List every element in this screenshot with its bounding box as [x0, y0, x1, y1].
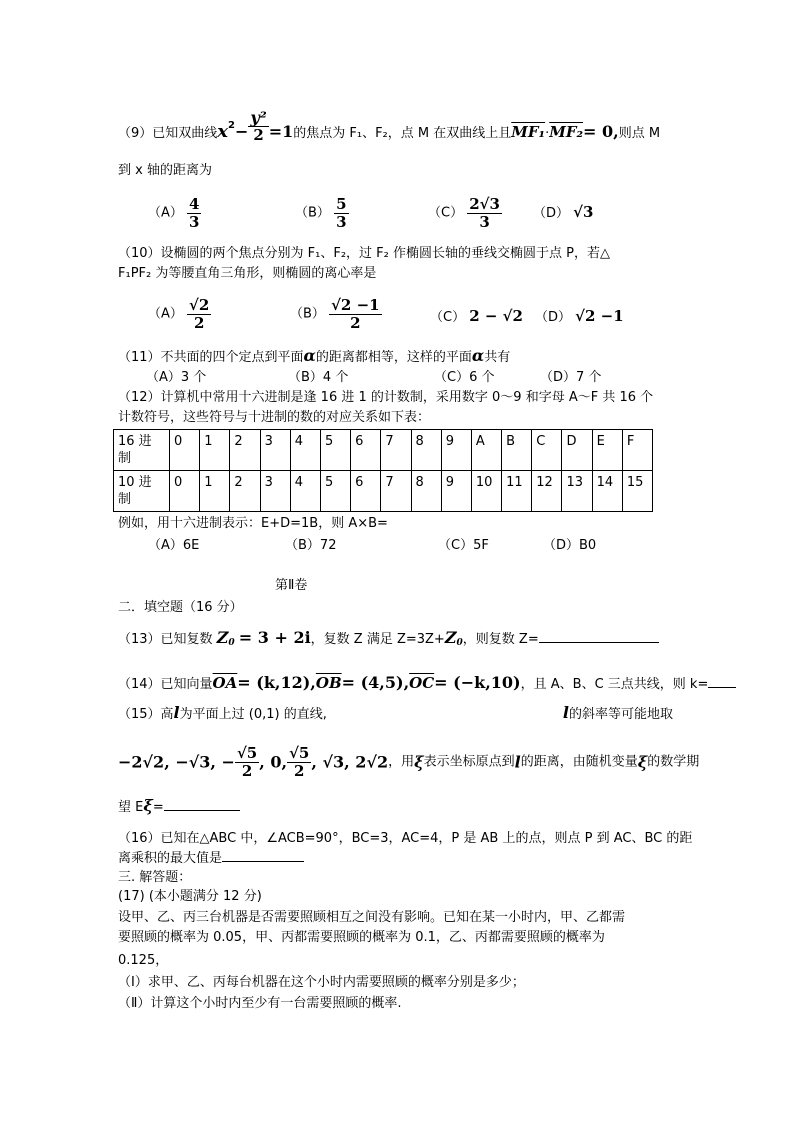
q9-dot: ·	[545, 126, 550, 141]
q16-line2-text: 离乘积的最大值是	[118, 851, 223, 866]
row-header	[114, 471, 170, 512]
q15-part5: 表示坐标原点到	[423, 754, 515, 770]
q9-option-d	[533, 204, 593, 222]
vector-oa-value: = (k,12),	[237, 673, 316, 692]
q15-line1-right	[563, 705, 673, 723]
q16-line2	[118, 849, 304, 867]
q12-line1: （12）计算机中常用十六进制是逢 16 进 1 的计数制，采用数字 0～9 和字母 A～F 共 16 个	[118, 390, 654, 405]
table-cell: 12	[532, 471, 562, 512]
q9-option-c	[428, 196, 502, 231]
frac-den: 2	[193, 314, 205, 332]
option-fraction	[334, 196, 348, 231]
q11-line1	[118, 348, 510, 366]
q15-frac-pos	[287, 745, 311, 780]
vector-oc-value: = (−k,10)	[434, 673, 521, 692]
frac-num: 4	[189, 195, 200, 213]
z0-letter: Z	[444, 628, 457, 647]
frac-den: 3	[189, 213, 200, 231]
table-cell: 8	[411, 430, 441, 471]
table-cell: 13	[562, 471, 592, 512]
alpha-symbol: α	[471, 346, 485, 365]
q9-option-a	[148, 196, 201, 231]
q11-part2: 的距离都相等，这样的平面	[315, 350, 472, 365]
frac-den: 2	[241, 762, 253, 780]
q10-option-b	[290, 297, 382, 332]
table-cell: 6	[351, 471, 381, 512]
q13-answer-blank[interactable]	[539, 630, 659, 643]
q9-eq-rhs: =1	[268, 122, 294, 141]
frac-den: 3	[336, 213, 347, 231]
option-fraction	[467, 196, 502, 231]
q11-part1: （11）不共面的四个定点到平面	[118, 350, 304, 365]
option-value: √3	[573, 203, 594, 221]
q11-option-a: （A）3 个	[146, 370, 207, 385]
table-cell: 14	[592, 471, 622, 512]
q17-line: 0.125，	[118, 953, 169, 968]
table-cell: B	[502, 430, 532, 471]
q9-eq-x: x	[217, 121, 229, 142]
q12-option-b: （B）72	[285, 538, 337, 553]
z0-sub: 0	[228, 638, 235, 648]
q10-option-d	[535, 308, 624, 326]
table-cell: 0	[170, 430, 200, 471]
vector-oa: $\overline{OA}$	[212, 674, 238, 692]
table-cell: 11	[502, 471, 532, 512]
q9-vec1: MF₁	[511, 123, 546, 141]
table-cell: E	[592, 430, 622, 471]
q17-line: （Ⅰ）求甲、乙、丙每台机器在这个小时内需要照顾的概率分别是多少；	[118, 975, 525, 990]
option-label: （A）	[148, 306, 183, 322]
q14-part1: （14）已知向量	[118, 677, 213, 692]
frac-num: 5	[336, 195, 347, 213]
q15-part7: 的数学期	[647, 754, 700, 770]
option-value: 2 − √2	[469, 307, 523, 325]
q15-values-a: −2√2, −√3, −	[118, 752, 235, 772]
table-cell: 1	[200, 430, 230, 471]
table-cell: 8	[411, 471, 441, 512]
q15-line2	[118, 745, 699, 780]
q16-answer-blank[interactable]	[222, 849, 304, 862]
table-cell: F	[622, 430, 652, 471]
vector-oc: $\overline{OC}$	[409, 674, 435, 692]
frac-den: 2	[350, 314, 361, 332]
q9-mid: 的焦点为 F₁、F₂，点 M 在双曲线上且	[293, 126, 512, 141]
q9-line1	[118, 108, 661, 144]
vector-ob-value: = (4,5),	[341, 673, 410, 692]
q11-option-c: （C）6 个	[434, 370, 495, 385]
option-label: （D）	[535, 310, 572, 325]
q9-prefix: （9）已知双曲线	[118, 126, 218, 141]
q13-part3: ，则复数 Z=	[462, 632, 539, 647]
xi-symbol: ξ	[143, 796, 153, 815]
q15-part4: ，用	[388, 754, 415, 770]
q15-values-b: , 0,	[259, 752, 288, 772]
q13-eq: = 3 + 2i	[238, 628, 311, 647]
q12-example: 例如，用十六进制表示：E+D=1B，则 A×B=	[118, 516, 388, 531]
table-cell: A	[471, 430, 501, 471]
table-row-decimal	[114, 471, 653, 512]
z0-symbol	[445, 628, 463, 647]
q15-part6: 的距离，由随机变量	[520, 754, 638, 770]
frac-den: 3	[479, 213, 490, 231]
frac-num: √2 −1	[331, 296, 380, 314]
table-cell: 0	[170, 471, 200, 512]
xi-symbol: ξ	[637, 752, 648, 772]
table-cell: 7	[381, 430, 411, 471]
frac-num: √2	[189, 296, 210, 314]
q13-part1: （13）已知复数	[118, 632, 213, 647]
table-cell: 15	[622, 471, 652, 512]
table-cell: 4	[290, 430, 320, 471]
table-cell: 7	[381, 471, 411, 512]
hex-decimal-table	[113, 429, 653, 512]
option-label: （C）	[430, 310, 466, 325]
q14-answer-blank[interactable]	[708, 675, 736, 688]
q10-line1: （10）设椭圆的两个焦点分别为 F₁、F₂，过 F₂ 作椭圆长轴的垂线交椭圆于点 P，若△	[118, 246, 610, 261]
table-cell: D	[562, 430, 592, 471]
q15-part3: 的斜率等可能地取	[568, 707, 673, 722]
z0-letter: Z	[216, 628, 229, 647]
q15-part1: （15）高	[118, 707, 174, 722]
table-cell: 3	[260, 471, 290, 512]
frac-den: 2	[294, 762, 305, 780]
q12-option-a: （A）6E	[148, 538, 200, 553]
q13-part2: ，复数 Z 满足 Z=3Z+	[310, 632, 445, 647]
q9-suffix: 则点 M	[618, 126, 661, 141]
q17-line: （Ⅱ）计算这个小时内至少有一台需要照顾的概率.	[118, 996, 402, 1011]
option-fraction	[187, 196, 201, 231]
q9-option-b	[295, 196, 349, 231]
section-heading-solutions: 三. 解答题：	[118, 870, 192, 885]
q15-part2: 为平面上过 (0,1) 的直线,	[179, 707, 327, 722]
q12-option-c: （C）5F	[438, 538, 489, 553]
q9-eq-zero: = 0,	[583, 122, 619, 141]
table-cell: 10	[471, 471, 501, 512]
option-label: （A）	[148, 205, 183, 221]
option-label: （B）	[295, 205, 330, 221]
line-l-symbol: l	[514, 752, 521, 772]
q11-part3: 共有	[484, 350, 511, 365]
option-label: （C）	[428, 205, 464, 221]
option-label: （B）	[290, 306, 325, 322]
section-heading-fill-in: 二．填空题（16 分）	[118, 600, 243, 615]
table-cell: 2	[230, 471, 260, 512]
table-cell: 9	[441, 471, 471, 512]
table-row-hex	[114, 430, 653, 471]
header-line: 制	[118, 492, 132, 507]
header-line: 16 进	[118, 434, 152, 449]
q17-line: 要照顾的概率为 0.05，甲、丙都需要照顾的概率为 0.1，乙、丙都需要照顾的概率为	[118, 930, 605, 945]
q17-title: (17) (本小题满分 12 分)	[118, 889, 262, 904]
q17-line: 设甲、乙、丙三台机器是否需要照顾相互之间没有影响。已知在某一小时内，甲、乙都需	[118, 910, 626, 925]
q13-line	[118, 630, 659, 651]
line-l-symbol: l	[173, 703, 180, 722]
q9-eq-frac	[248, 109, 268, 144]
header-line: 10 进	[118, 475, 152, 490]
q15-frac-neg	[235, 745, 259, 780]
option-value: √2 −1	[575, 307, 624, 325]
z0-symbol	[217, 628, 235, 647]
q10-line2: F₁PF₂ 为等腰直角三角形，则椭圆的离心率是	[118, 266, 377, 281]
table-cell: 5	[320, 430, 350, 471]
q15-line1	[118, 705, 673, 723]
table-cell: 5	[320, 471, 350, 512]
q15-values-c: , √3, 2√2	[311, 752, 389, 772]
q9-frac-den: 2	[253, 126, 264, 144]
table-cell: 4	[290, 471, 320, 512]
table-cell: 1	[200, 471, 230, 512]
q15-line3-prefix: 望 E	[118, 800, 144, 815]
q15-line3-eq: =	[152, 800, 164, 815]
row-header	[114, 430, 170, 471]
header-line: 制	[118, 451, 132, 466]
q14-line	[118, 675, 736, 693]
q11-option-d: （D）7 个	[540, 370, 602, 385]
q9-eq-minus: −	[234, 122, 249, 141]
q9-eq-x-exp: 2	[228, 120, 235, 131]
q9-vec2: MF₂	[549, 123, 584, 141]
option-fraction	[329, 297, 382, 332]
vector-ob: $\overline{OB}$	[315, 674, 342, 692]
table-cell: 9	[441, 430, 471, 471]
option-fraction	[187, 297, 211, 332]
q15-answer-blank[interactable]	[164, 798, 240, 811]
frac-num: √5	[289, 744, 310, 762]
table-cell: 3	[260, 430, 290, 471]
q12-option-d: （D）B0	[543, 538, 597, 553]
option-label: （D）	[533, 206, 570, 221]
frac-num: √5	[236, 744, 258, 762]
table-cell: 2	[230, 430, 260, 471]
z0-sub: 0	[456, 638, 463, 648]
q14-part2: ，且 A、B、C 三点共线，则 k=	[520, 677, 709, 692]
q12-line2: 计数符号，这些符号与十进制的数的对应关系如下表：	[118, 410, 431, 425]
q15-line3	[118, 798, 240, 816]
line-l-symbol: l	[562, 703, 569, 722]
q16-line1: （16）已知在△ABC 中，∠ACB=90°，BC=3，AC=4，P 是 AB 上的点，则点 P 到 AC、BC 的距	[118, 831, 693, 846]
alpha-symbol: α	[303, 346, 316, 365]
xi-symbol: ξ	[414, 752, 424, 772]
q9-frac-num: y²	[250, 108, 267, 127]
q10-option-c	[430, 308, 523, 326]
frac-num: 2√3	[469, 195, 500, 213]
q10-option-a	[148, 297, 211, 332]
table-cell: C	[532, 430, 562, 471]
volume-title: 第Ⅱ卷	[275, 578, 308, 593]
table-cell: 6	[351, 430, 381, 471]
q9-line2: 到 x 轴的距离为	[118, 163, 212, 178]
q11-option-b: （B）4 个	[288, 370, 349, 385]
